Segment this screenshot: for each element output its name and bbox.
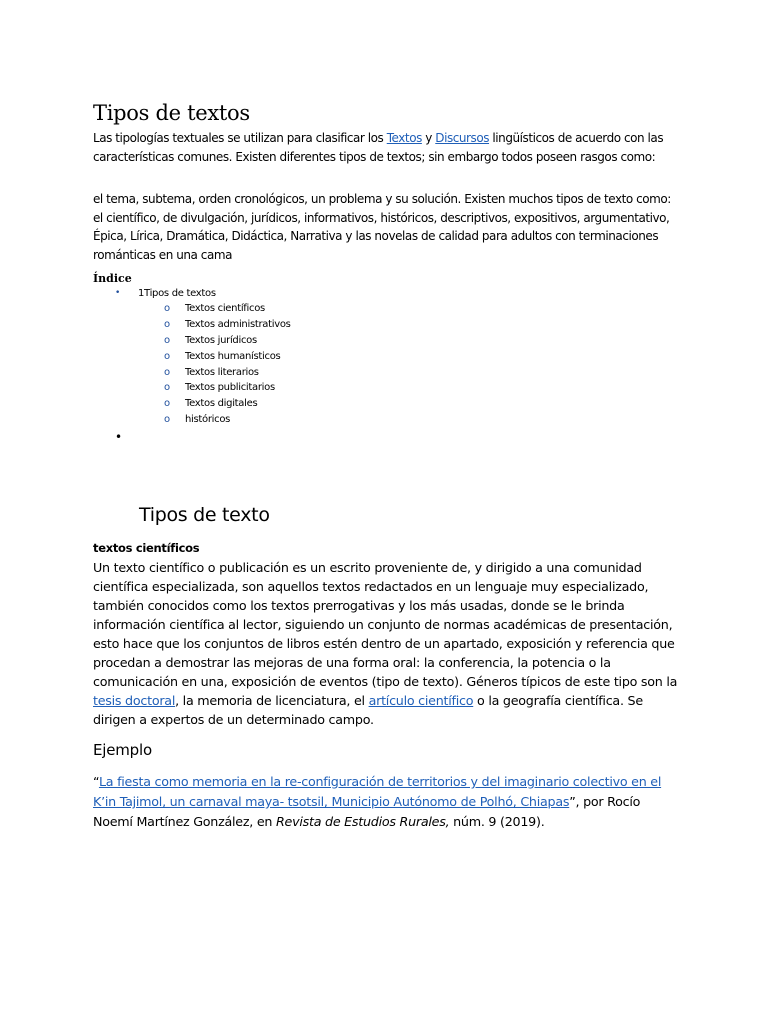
bullet-icon: •	[115, 288, 121, 298]
circle-bullet-icon: o	[164, 350, 170, 362]
circle-bullet-icon: o	[164, 366, 170, 378]
toc-sub-item-label: Textos digitales	[185, 398, 258, 410]
example-article-link[interactable]: La fiesta como memoria en la re-configuración de territorios y del imaginario colectivo en el K’in Tajimol, un carnaval maya- tsotsil, Municipio Autónomo de Polhó, Chiapas	[93, 774, 662, 809]
circle-bullet-icon: o	[164, 334, 170, 346]
empty-bullet-icon: •	[115, 430, 123, 444]
intro-text: y	[421, 131, 436, 145]
open-quote: “	[93, 774, 99, 789]
circle-bullet-icon: o	[164, 318, 170, 330]
example-text: ”, por Rocío Noemí Martínez González, en	[93, 794, 641, 829]
toc-sub-item-label: Textos humanísticos	[185, 350, 281, 362]
discursos-link[interactable]: Discursos	[435, 131, 490, 145]
journal-name: Revista de Estudios Rurales,	[275, 814, 450, 829]
example-paragraph	[93, 772, 683, 832]
circle-bullet-icon: o	[164, 414, 170, 426]
toc-title: Índice	[93, 272, 132, 285]
section-text: , la memoria de licenciatura, el	[175, 693, 369, 708]
tesis-doctoral-link[interactable]: tesis doctoral	[93, 693, 176, 708]
section-subtitle: textos científicos	[93, 541, 200, 555]
example-title: Ejemplo	[93, 741, 152, 759]
section-text: o la geografía científica. Se dirigen a expertos de un determinado campo.	[93, 693, 643, 727]
toc-sub-item-label: Textos jurídicos	[185, 334, 257, 346]
intro-paragraph	[93, 129, 673, 166]
text-types-paragraph: el tema, subtema, orden cronológicos, un problema y su solución. Existen muchos tipos de texto como: el científico, de divulgación, jurídicos, informativos, históricos, descriptivos, expositivos, argumentativo, Épica, Lírica, Dramática, Didáctica, Narrativa y las novelas de calidad para adultos con terminaciones románticas en una cama	[93, 192, 671, 262]
example-text: núm. 9 (2019).	[449, 814, 545, 829]
toc-sub-item-label: Textos administrativos	[185, 318, 291, 330]
circle-bullet-icon: o	[164, 303, 170, 314]
section-title: Tipos de texto	[139, 504, 270, 526]
toc-sub-item-label: Textos publicitarios	[185, 382, 275, 394]
toc-main-item-label: 1Tipos de textos	[138, 288, 216, 299]
page-title: Tipos de textos	[93, 101, 250, 125]
toc-sub-item-label: Textos científicos	[185, 303, 265, 314]
intro-text: lingüísticos de acuerdo con las características comunes. Existen diferentes tipos de textos; sin embargo todos poseen rasgos como:	[93, 131, 664, 164]
intro-text: Las tipologías textuales se utilizan para clasificar los	[93, 131, 387, 145]
circle-bullet-icon: o	[164, 398, 170, 410]
section-text: Un texto científico o publicación es un escrito proveniente de, y dirigido a una comunidad científica especializada, son aquellos textos redactados en un lenguaje muy especializado, también conocidos como los textos prerrogativas y los más usadas, donde se le brinda información científica al lector, siguiendo un conjunto de normas académicas de presentación, esto hace que los conjuntos de libros estén dentro de un apartado, exposición y referencia que procedan a demostrar las mejoras de una forma oral: la conferencia, la potencia o la comunicación en una, exposición de eventos (tipo de texto). Géneros típicos de este tipo son la	[93, 560, 678, 689]
circle-bullet-icon: o	[164, 382, 170, 394]
textos-link[interactable]: Textos	[386, 131, 422, 145]
scientific-texts-paragraph	[93, 558, 683, 729]
articulo-cientifico-link[interactable]: artículo científico	[368, 693, 474, 708]
toc-sub-item-label: Textos literarios	[185, 366, 259, 378]
toc-sub-item-label: históricos	[185, 414, 231, 426]
